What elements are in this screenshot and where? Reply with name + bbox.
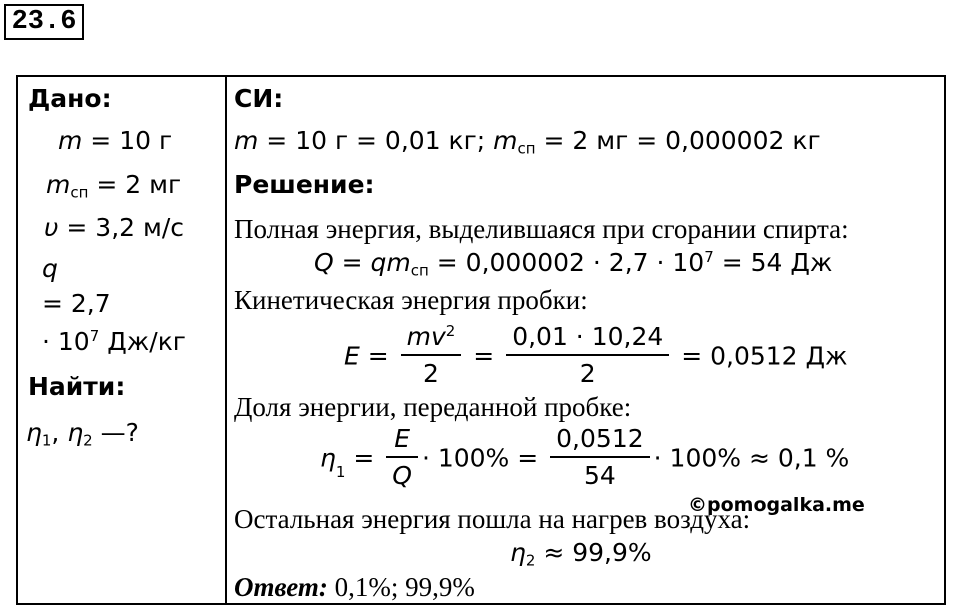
solution-text-fraction: Доля энергии, переданной пробке:: [234, 392, 632, 422]
fraction-mv2-over-2: $\frac{mv^2}{2}$: [401, 320, 462, 392]
si-header: СИ:: [234, 84, 284, 113]
solution-text-full-energy: Полная энергия, выделившаяся при сгорании спирта:: [234, 214, 849, 244]
formula-full-energy: $Q = qm_{сп} = 0,000002 \cdot 2,7 \cdot 10^7 = 54$ Дж: [314, 248, 833, 280]
formula-kinetic-energy: E = $\frac{mv^2}{2}$ = $\frac{0,01 \cdot 10,24}{2}$ = 0,0512 Дж: [344, 320, 848, 392]
given-heat-q-units: · $10^7$ Дж/кг: [42, 327, 186, 356]
answer-label: Ответ:: [234, 572, 328, 602]
given-velocity: υ = 3,2 м/с: [44, 213, 185, 242]
problem-number-box: [4, 4, 84, 40]
find-header: Найти:: [28, 372, 126, 401]
given-mass: m = 10 г: [58, 126, 173, 155]
given-alcohol-mass: $m_{сп} = 2$ мг: [46, 170, 182, 202]
solution-text-remaining: Остальная энергия пошла на нагрев воздуха:: [234, 504, 751, 534]
column-divider: [225, 77, 227, 603]
find-efficiencies: $\eta_1$, $\eta_2$ —?: [26, 418, 139, 450]
formula-efficiency-2: $\eta_2 \approx 99,9\%$: [510, 538, 652, 570]
watermark: ©pomogalka.me: [688, 494, 865, 516]
fraction-E-over-Q: $\frac{E}{Q}$: [386, 422, 418, 494]
fraction-numeric-efficiency: $\frac{0,0512}{54}$: [550, 422, 649, 494]
solution-header: Решение:: [234, 170, 375, 199]
solution-table: [16, 75, 946, 605]
si-conversions: m = 10 г = 0,01 кг; $m_{сп} = 2$ мг = 0,000002 кг: [234, 126, 821, 158]
problem-number: 23.6: [11, 7, 77, 37]
given-header: Дано:: [28, 84, 112, 113]
solution-text-kinetic: Кинетическая энергия пробки:: [234, 285, 588, 315]
answer-value: 0,1%; 99,9%: [327, 572, 475, 602]
fraction-numeric-kinetic: $\frac{0,01 \cdot 10,24}{2}$: [506, 320, 669, 392]
answer-line: [234, 571, 475, 603]
given-heat-q-symbol: q: [42, 254, 58, 283]
formula-efficiency-1: $\eta_1$ = $\frac{E}{Q}$ · 100% = $\frac{0,0512}{54}$ · 100% ≈ 0,1 %: [320, 422, 849, 494]
given-heat-q-value: = 2,7: [42, 289, 111, 318]
